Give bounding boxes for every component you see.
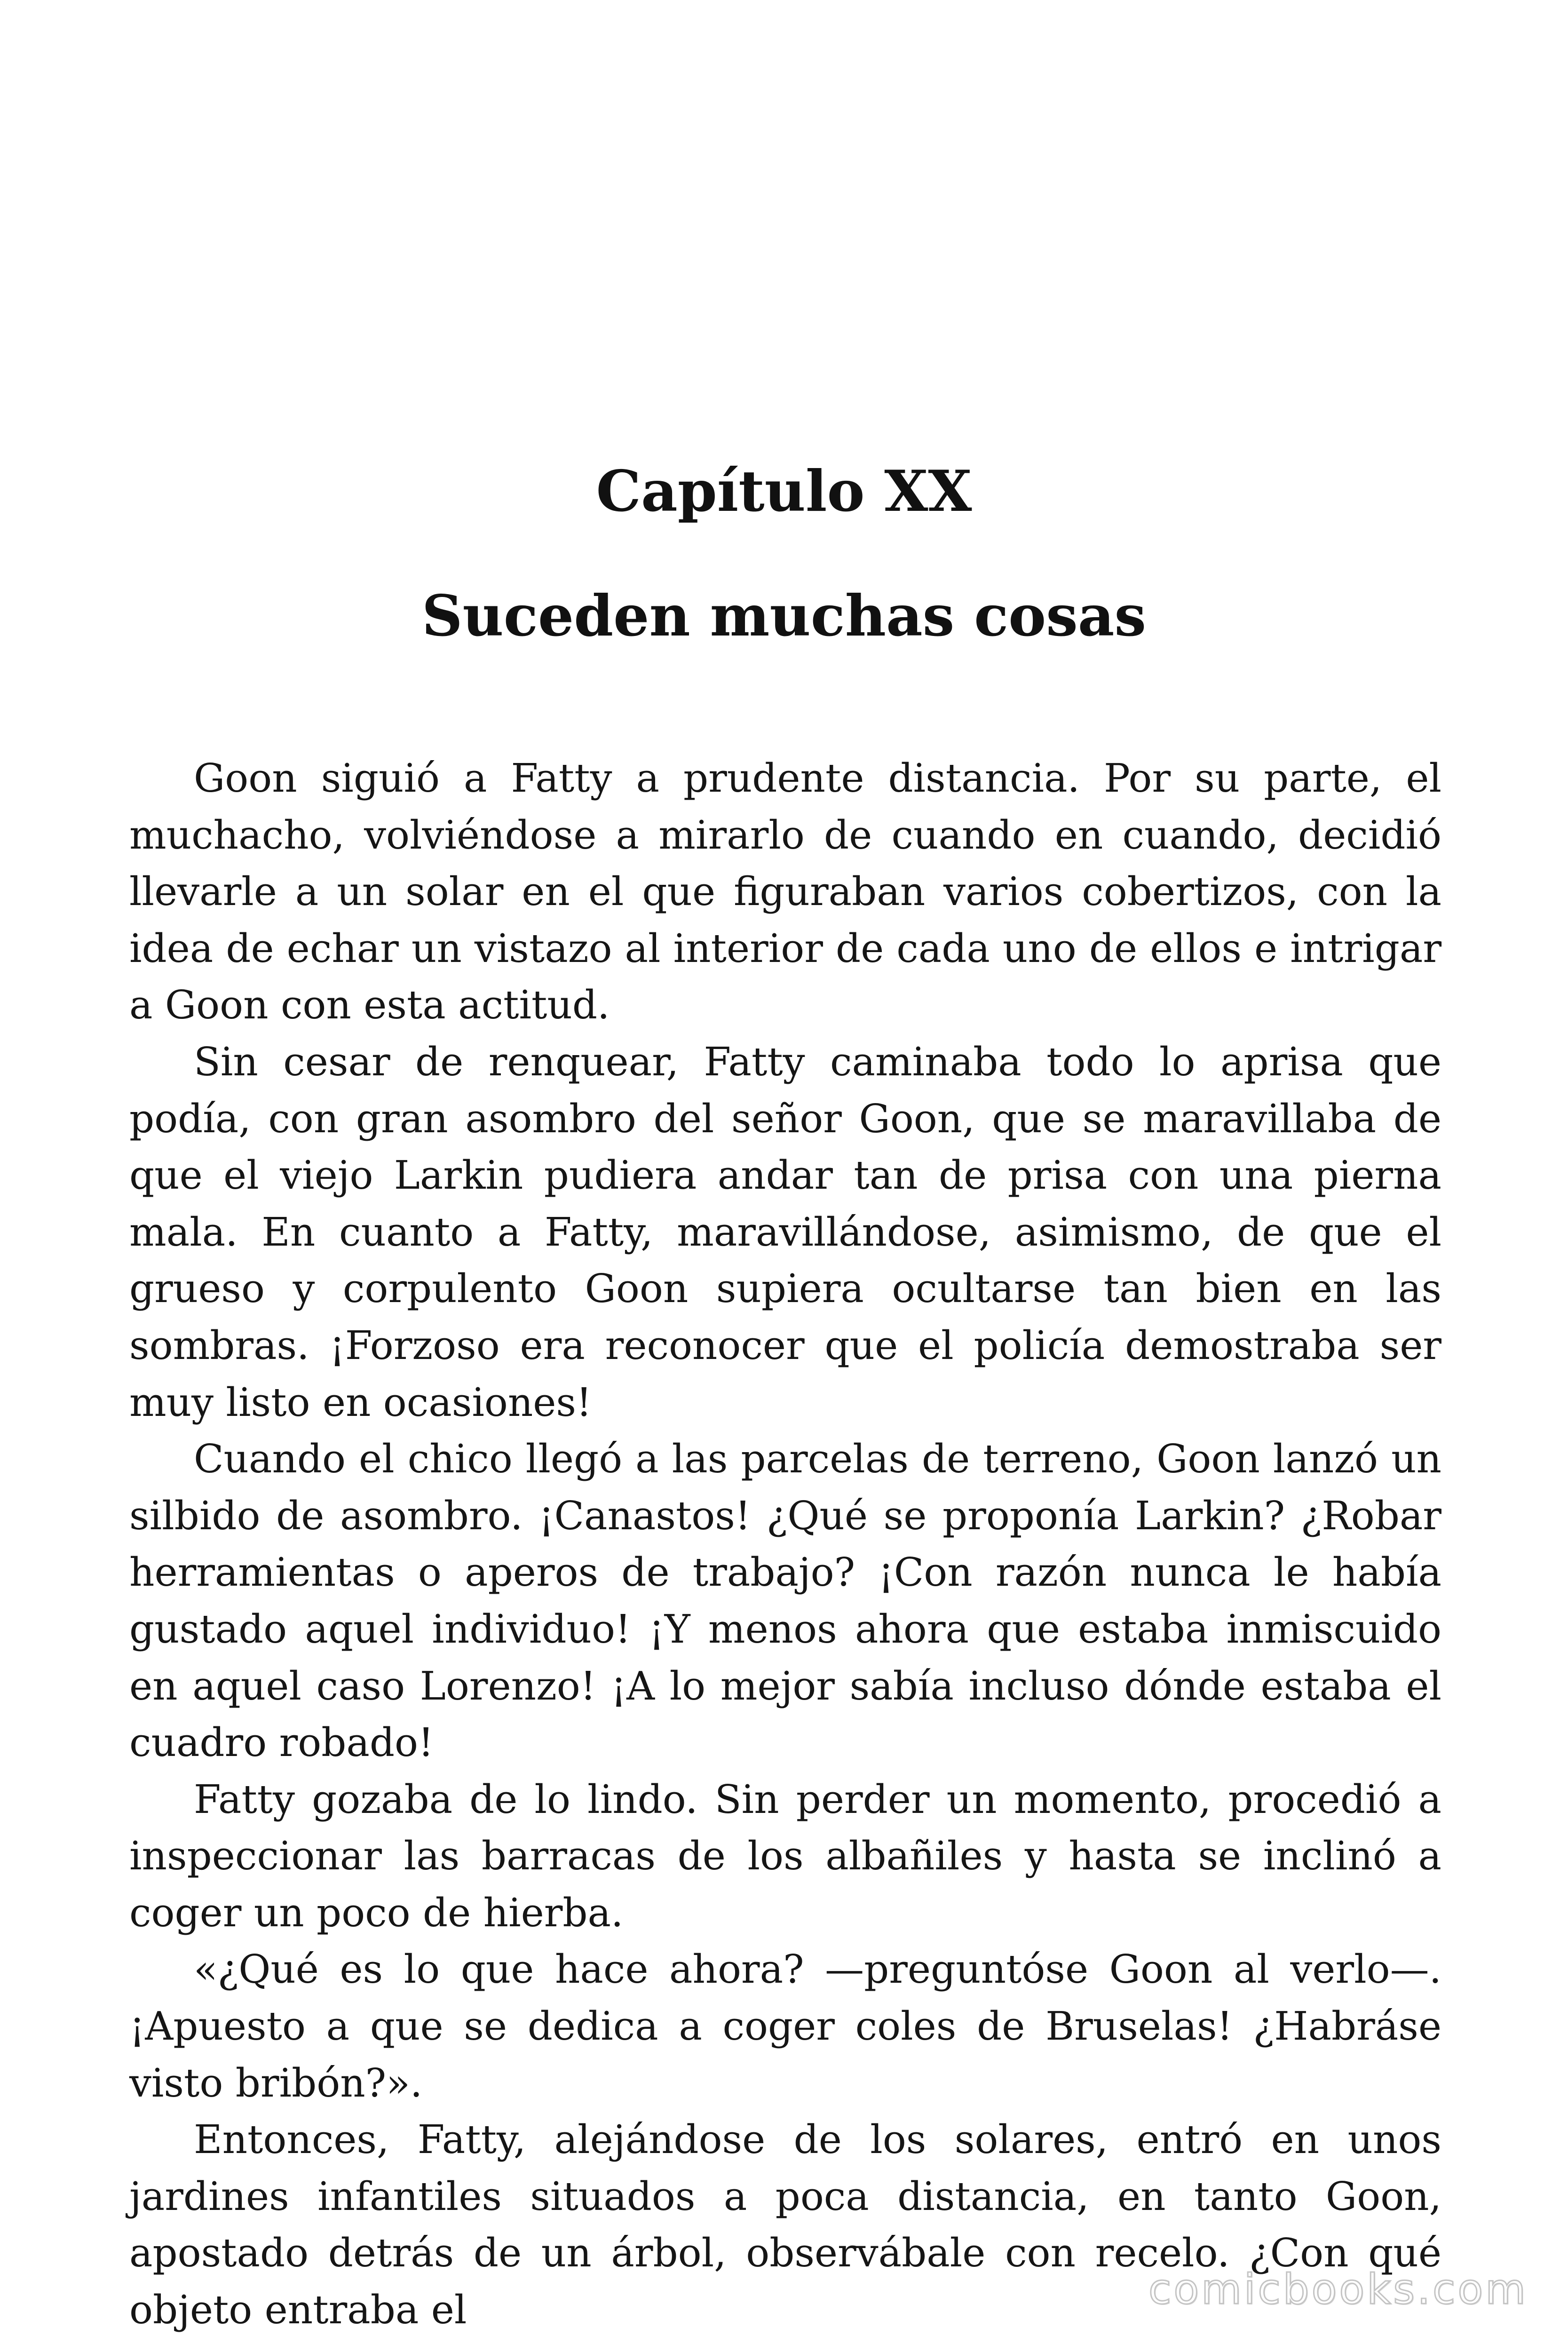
paragraph: «¿Qué es lo que hace ahora? —preguntóse Goon al verlo—. ¡Apuesto a que se dedica a coger coles de Bruselas! ¿Habráse visto bribón?». bbox=[129, 1947, 1441, 2106]
chapter-title: Suceden muchas cosas bbox=[421, 583, 1147, 649]
chapter-body bbox=[129, 750, 1441, 2339]
paragraph: Goon siguió a Fatty a prudente distancia. Por su parte, el muchacho, volviéndose a mirarlo de cuando en cuando, decidió llevarle a un solar en el que figuraban varios cobertizos, con la idea de echar un vistazo al interior de cada uno de ellos e intrigar a Goon con esta actitud. bbox=[129, 755, 1441, 1028]
watermark: comicbooks.com bbox=[1148, 2265, 1528, 2313]
paragraph: Entonces, Fatty, alejándose de los solares, entró en unos jardines infantiles situados a poca distancia, en tanto Goon, apostado detrás de un árbol, observábale con recelo. ¿Con qué objeto entraba el bbox=[129, 2117, 1441, 2333]
paragraph: Fatty gozaba de lo lindo. Sin perder un momento, procedió a inspeccionar las barracas de los albañiles y hasta se inclinó a coger un poco de hierba. bbox=[129, 1776, 1441, 1936]
paragraph: Sin cesar de renquear, Fatty caminaba todo lo aprisa que podía, con gran asombro del señor Goon, que se maravillaba de que el viejo Larkin pudiera andar tan de prisa con una pierna mala. En cuanto a Fatty, maravillándose, asimismo, de que el grueso y corpulento Goon supiera ocultarse tan bien en las sombras. ¡Forzoso era reconocer que el policía demostraba ser muy listo en ocasiones! bbox=[129, 1039, 1441, 1425]
chapter-number: Capítulo XX bbox=[596, 458, 972, 524]
paragraph: Cuando el chico llegó a las parcelas de terreno, Goon lanzó un silbido de asombro. ¡Canastos! ¿Qué se proponía Larkin? ¿Robar herramientas o aperos de trabajo? ¡Con razón nunca le había gustado aquel individuo! ¡Y menos ahora que estaba inmiscuido en aquel caso Lorenzo! ¡A lo mejor sabía incluso dónde estaba el cuadro robado! bbox=[129, 1436, 1441, 1766]
